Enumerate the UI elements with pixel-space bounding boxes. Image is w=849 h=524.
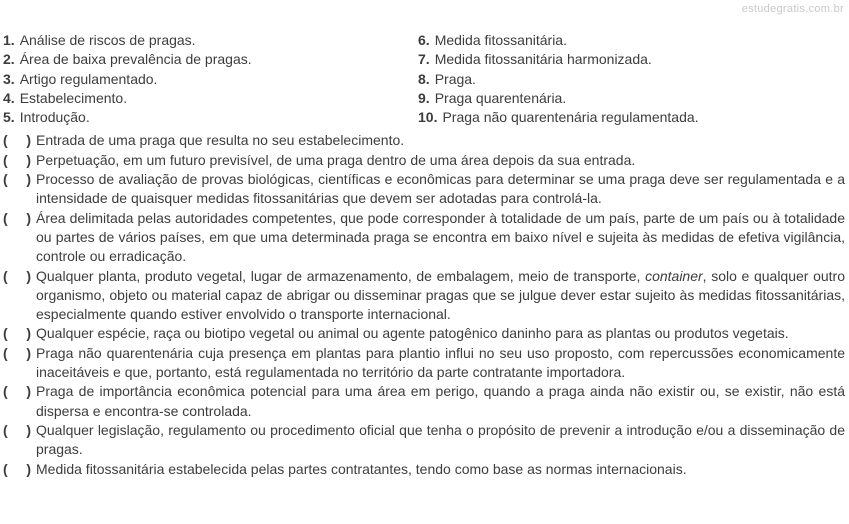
answer-blank	[3, 382, 31, 401]
terms-list	[3, 31, 845, 127]
term-number: 8.	[418, 70, 430, 87]
term-label: Medida fitossanitária harmonizada.	[434, 51, 652, 68]
term-label: Praga.	[434, 70, 476, 87]
definition-item	[3, 170, 845, 209]
answer-blank	[3, 151, 31, 170]
paren-close: )	[26, 171, 31, 188]
term-number: 1.	[3, 32, 15, 48]
term-item-4	[3, 89, 418, 108]
paren-open: (	[3, 460, 8, 477]
site-watermark: estudegratis.com.br	[741, 3, 844, 15]
definition-text: Praga de importância econômica potencial para uma área em perigo, quando a praga ainda não existir ou, se existir, não está dispersa e encontra-se controlada.	[36, 383, 845, 419]
paren-close: )	[26, 383, 31, 400]
answer-blank	[3, 209, 31, 228]
term-item-8	[418, 70, 845, 89]
paren-open: (	[3, 344, 8, 361]
paren-close: )	[26, 151, 31, 168]
paren-close: )	[26, 460, 31, 477]
term-item-2	[3, 50, 418, 69]
answer-blank	[3, 344, 31, 363]
term-number: 3.	[3, 70, 15, 87]
paren-close: )	[26, 421, 31, 438]
paren-open: (	[3, 209, 8, 226]
term-item-9	[418, 89, 845, 108]
paren-open: (	[3, 171, 8, 188]
term-label: Artigo regulamentado.	[19, 70, 158, 87]
term-label: Praga não quarentenária regulamentada.	[442, 109, 699, 126]
term-item-5	[3, 108, 418, 127]
paren-close: )	[26, 209, 31, 226]
term-item-10	[418, 108, 845, 127]
definition-text-segment: Qualquer planta, produto vegetal, lugar de armazenamento, de embalagem, meio de transporte,	[36, 267, 646, 284]
definition-item	[3, 324, 845, 343]
paren-close: )	[26, 325, 31, 342]
answer-blank	[3, 267, 31, 286]
paren-close: )	[26, 267, 31, 284]
paren-close: )	[26, 132, 31, 149]
definition-text-segment: , solo e qualquer outro organismo, objeto ou material capaz de abrigar ou disseminar pragas que se julgue dever estar sujeito às medidas fitossanitárias, especialmente quando estiver envolvido o transporte internacional.	[36, 267, 845, 323]
definition-text: Processo de avaliação de provas biológicas, científicas e econômicas para determinar se uma praga deve ser regulamentada e a intensidade de quaisquer medidas fitossanitárias que devem ser adotadas para controlá-la.	[36, 171, 845, 207]
term-number: 4.	[3, 89, 15, 106]
definition-text: Praga não quarentenária cuja presença em plantas para plantio influi no seu uso proposto, com repercussões economicamente inaceitáveis e que, portanto, está regulamentada no território da parte contratante importadora.	[36, 344, 845, 381]
answer-blank	[3, 460, 31, 479]
term-label: Estabelecimento.	[19, 89, 128, 106]
definition-item	[3, 460, 845, 479]
paren-open: (	[3, 151, 8, 168]
definition-text	[36, 267, 845, 325]
answer-blank	[3, 170, 31, 189]
term-number: 9.	[418, 89, 430, 106]
term-number: 5.	[3, 109, 15, 126]
definition-item	[3, 151, 845, 170]
term-label: Praga quarentenária.	[434, 89, 567, 106]
definition-item	[3, 209, 845, 267]
definition-text: Medida fitossanitária estabelecida pelas partes contratantes, tendo como base as normas internacionais.	[36, 460, 687, 477]
term-label: Introdução.	[19, 109, 90, 126]
definition-text: Qualquer legislação, regulamento ou procedimento oficial que tenha o propósito de prevenir a introdução e/ou a disseminação de pragas.	[36, 421, 845, 458]
definition-item	[3, 344, 845, 383]
definition-text: Perpetuação, em um futuro previsível, de uma praga dentro de uma área depois da sua entrada.	[36, 151, 636, 168]
term-number: 2.	[3, 51, 15, 68]
definition-item	[3, 421, 845, 460]
terms-column-right	[418, 31, 845, 127]
definition-text: Área delimitada pelas autoridades competentes, que pode corresponder à totalidade de um país, parte de um país ou à totalidade ou partes de vários países, em que uma determinada praga se encontra em baixo nível e sujeita às medidas de efetiva vigilância, controle ou erradicação.	[36, 209, 845, 265]
term-number: 6.	[418, 32, 430, 48]
terms-column-left	[3, 31, 418, 127]
paren-close: )	[26, 344, 31, 361]
paren-open: (	[3, 132, 8, 149]
term-number: 7.	[418, 51, 430, 68]
definition-item	[3, 267, 845, 325]
paren-open: (	[3, 421, 8, 438]
term-label: Medida fitossanitária.	[434, 32, 567, 48]
term-number: 10.	[418, 109, 438, 126]
definition-text-italic-word: container	[645, 267, 703, 284]
definition-item	[3, 131, 845, 150]
term-label: Análise de riscos de pragas.	[19, 32, 196, 48]
term-item-7	[418, 50, 845, 69]
term-item-1	[3, 31, 418, 50]
definition-text: Qualquer espécie, raça ou biotipo vegetal ou animal ou agente patogênico daninho para as plantas ou produtos vegetais.	[36, 325, 789, 342]
term-item-6	[418, 31, 845, 50]
answer-blank	[3, 421, 31, 440]
definition-item	[3, 382, 845, 421]
paren-open: (	[3, 383, 8, 400]
paren-open: (	[3, 267, 8, 284]
definitions-list	[3, 131, 845, 478]
term-item-3	[3, 70, 418, 89]
term-label: Área de baixa prevalência de pragas.	[19, 51, 252, 68]
definition-text: Entrada de uma praga que resulta no seu estabelecimento.	[36, 132, 405, 149]
answer-blank	[3, 324, 31, 343]
answer-blank	[3, 131, 31, 150]
paren-open: (	[3, 325, 8, 342]
